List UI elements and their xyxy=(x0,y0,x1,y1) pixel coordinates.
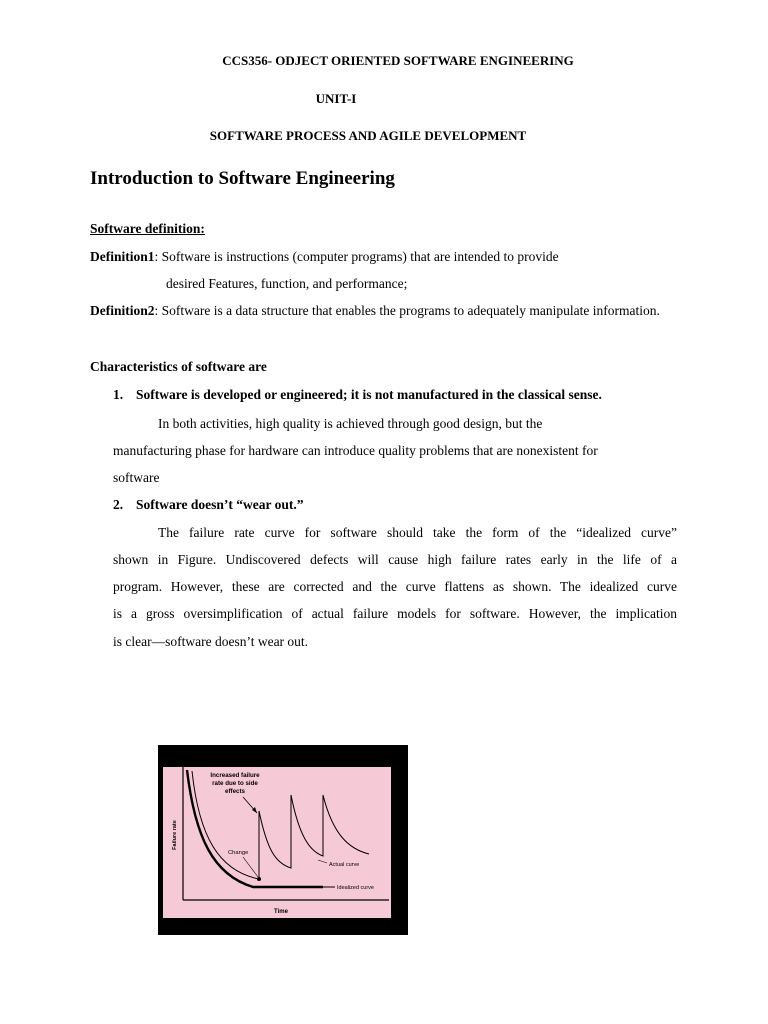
characteristic-2-line-2: shown in Figure. Undiscovered defects will cause high failure rates early in the life of a xyxy=(113,552,677,567)
section-title: Introduction to Software Engineering xyxy=(90,168,395,189)
annotation-line-3: effects xyxy=(225,788,245,795)
characteristic-2-line-4: is a gross oversimplification of actual failure models for software. However, the implication xyxy=(113,606,677,621)
definition-2-text: : Software is a data structure that enables the programs to adequately manipulate information. xyxy=(154,303,660,318)
change-point xyxy=(257,877,261,881)
definition-1-label: Definition1 xyxy=(90,249,155,264)
definition-1-text: : Software is instructions (computer programs) that are intended to provide xyxy=(154,249,559,264)
topic-title: SOFTWARE PROCESS AND AGILE DEVELOPMENT xyxy=(209,128,527,143)
actual-leader xyxy=(318,860,327,863)
definition-1 xyxy=(90,243,559,270)
definition-2 xyxy=(90,297,660,324)
characteristic-1-line-2: manufacturing phase for hardware can introduce quality problems that are nonexistent for xyxy=(113,443,598,458)
x-axis-label: Time xyxy=(274,909,288,915)
idealized-curve-label: Idealized curve xyxy=(337,885,374,891)
characteristic-2-line-3: program. However, these are corrected and the curve flattens as shown. The idealized curve xyxy=(113,579,677,594)
actual-curve-label: Actual curve xyxy=(329,862,360,868)
characteristic-2-line-5: is clear—software doesn’t wear out. xyxy=(113,634,309,649)
characteristic-1-line-3: software xyxy=(113,470,160,485)
characteristic-2-title: Software doesn’t “wear out.” xyxy=(136,497,304,512)
change-label: Change xyxy=(228,850,249,856)
course-title: CCS356- ODJECT ORIENTED SOFTWARE ENGINEERING xyxy=(222,53,574,68)
definition-2-label: Definition2 xyxy=(90,303,155,318)
annotation-line-1: Increased failure xyxy=(210,772,260,779)
definition-1-continued: desired Features, function, and performance; xyxy=(166,276,408,291)
y-axis-label: Failure rate xyxy=(172,820,178,850)
change-leader xyxy=(243,857,258,877)
characteristic-2-number: 2. xyxy=(113,497,124,512)
failure-curve-figure xyxy=(163,767,391,918)
annotation-line-2: rate due to side xyxy=(212,780,258,787)
characteristic-1-title: Software is developed or engineered; it is not manufactured in the classical sense. xyxy=(136,387,602,402)
idealized-curve xyxy=(187,770,323,887)
characteristic-1-number: 1. xyxy=(113,387,124,402)
unit-title: UNIT-I xyxy=(315,91,357,106)
definition-heading: Software definition: xyxy=(90,221,205,236)
characteristics-heading: Characteristics of software are xyxy=(90,359,267,374)
characteristic-1-line-1: In both activities, high quality is achieved through good design, but the xyxy=(158,416,543,431)
characteristic-2-line-1: The failure rate curve for software should take the form of the “idealized curve” xyxy=(158,525,677,540)
